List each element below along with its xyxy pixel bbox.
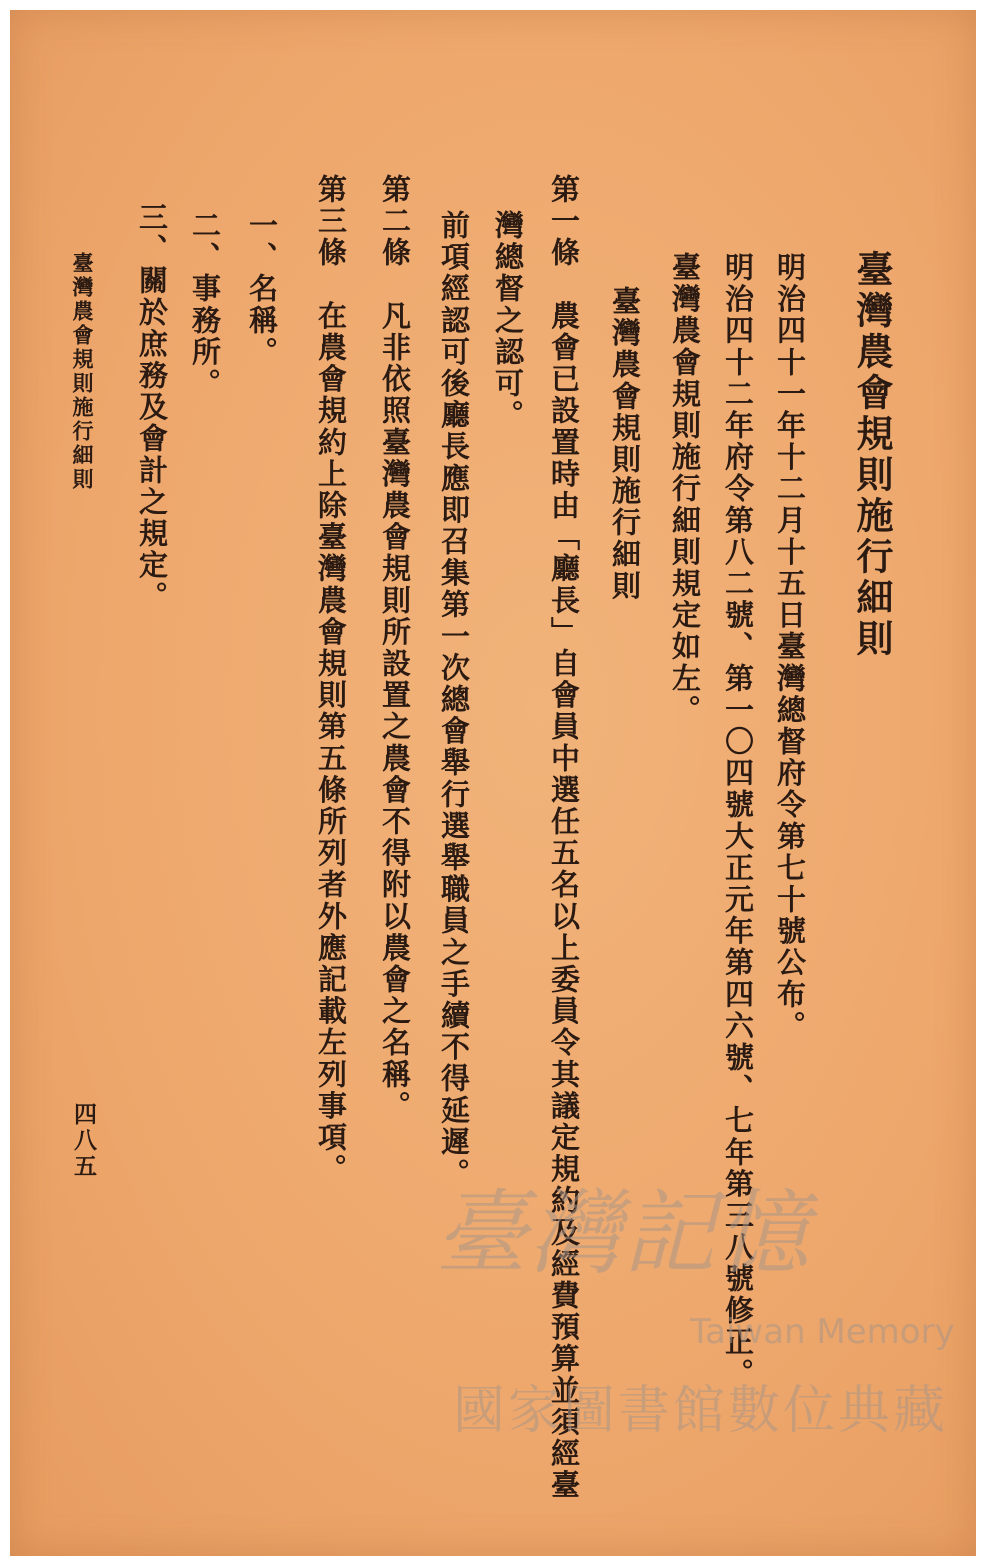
taiwan-memory-watermark: [435, 1160, 965, 1460]
text-line-5: 第一條 農會已設置時由「廳長」自會員中選任五名以上委員令其議定規約及經費預算並須經臺: [547, 174, 581, 1502]
document-page: [10, 10, 976, 1556]
page-number: 四八五: [70, 1102, 97, 1180]
text-line-1: 明治四十一年十二月十五日臺灣總督府令第七十號公布。: [773, 252, 807, 1042]
running-title: 臺灣農會規則施行細則: [70, 252, 95, 492]
watermark-calligraphy: 臺灣記憶: [435, 1180, 812, 1287]
watermark-library-name: 國家圖書館數位典藏: [453, 1381, 949, 1441]
text-line-9: 第三條 在農會規約上除臺灣農會規則第五條所列者外應記載左列事項。: [314, 174, 348, 1186]
text-line-11: 二、事務所。: [188, 210, 222, 400]
text-line-2: 明治四十二年府令第八二號、第一〇四號大正元年第四六號、七年第三八號修正。: [721, 252, 755, 1390]
text-line-6: 灣總督之認可。: [491, 210, 525, 432]
text-line-10: 一、名稱。: [245, 210, 279, 368]
text-line-7: 前項經認可後廳長應即召集第一次總會舉行選舉職員之手續不得延遲。: [437, 210, 471, 1190]
text-line-4: 臺灣農會規則施行細則: [608, 286, 642, 602]
document-title: 臺灣農會規則施行細則: [850, 250, 894, 660]
text-line-8: 第二條 凡非依照臺灣農會規則所設置之農會不得附以農會之名稱。: [378, 174, 412, 1122]
text-line-3: 臺灣農會規則施行細則規定如左。: [668, 252, 702, 726]
watermark-english: Taiwan Memory: [690, 1312, 955, 1352]
text-line-12: 三、關於庶務及會計之規定。: [135, 202, 169, 613]
